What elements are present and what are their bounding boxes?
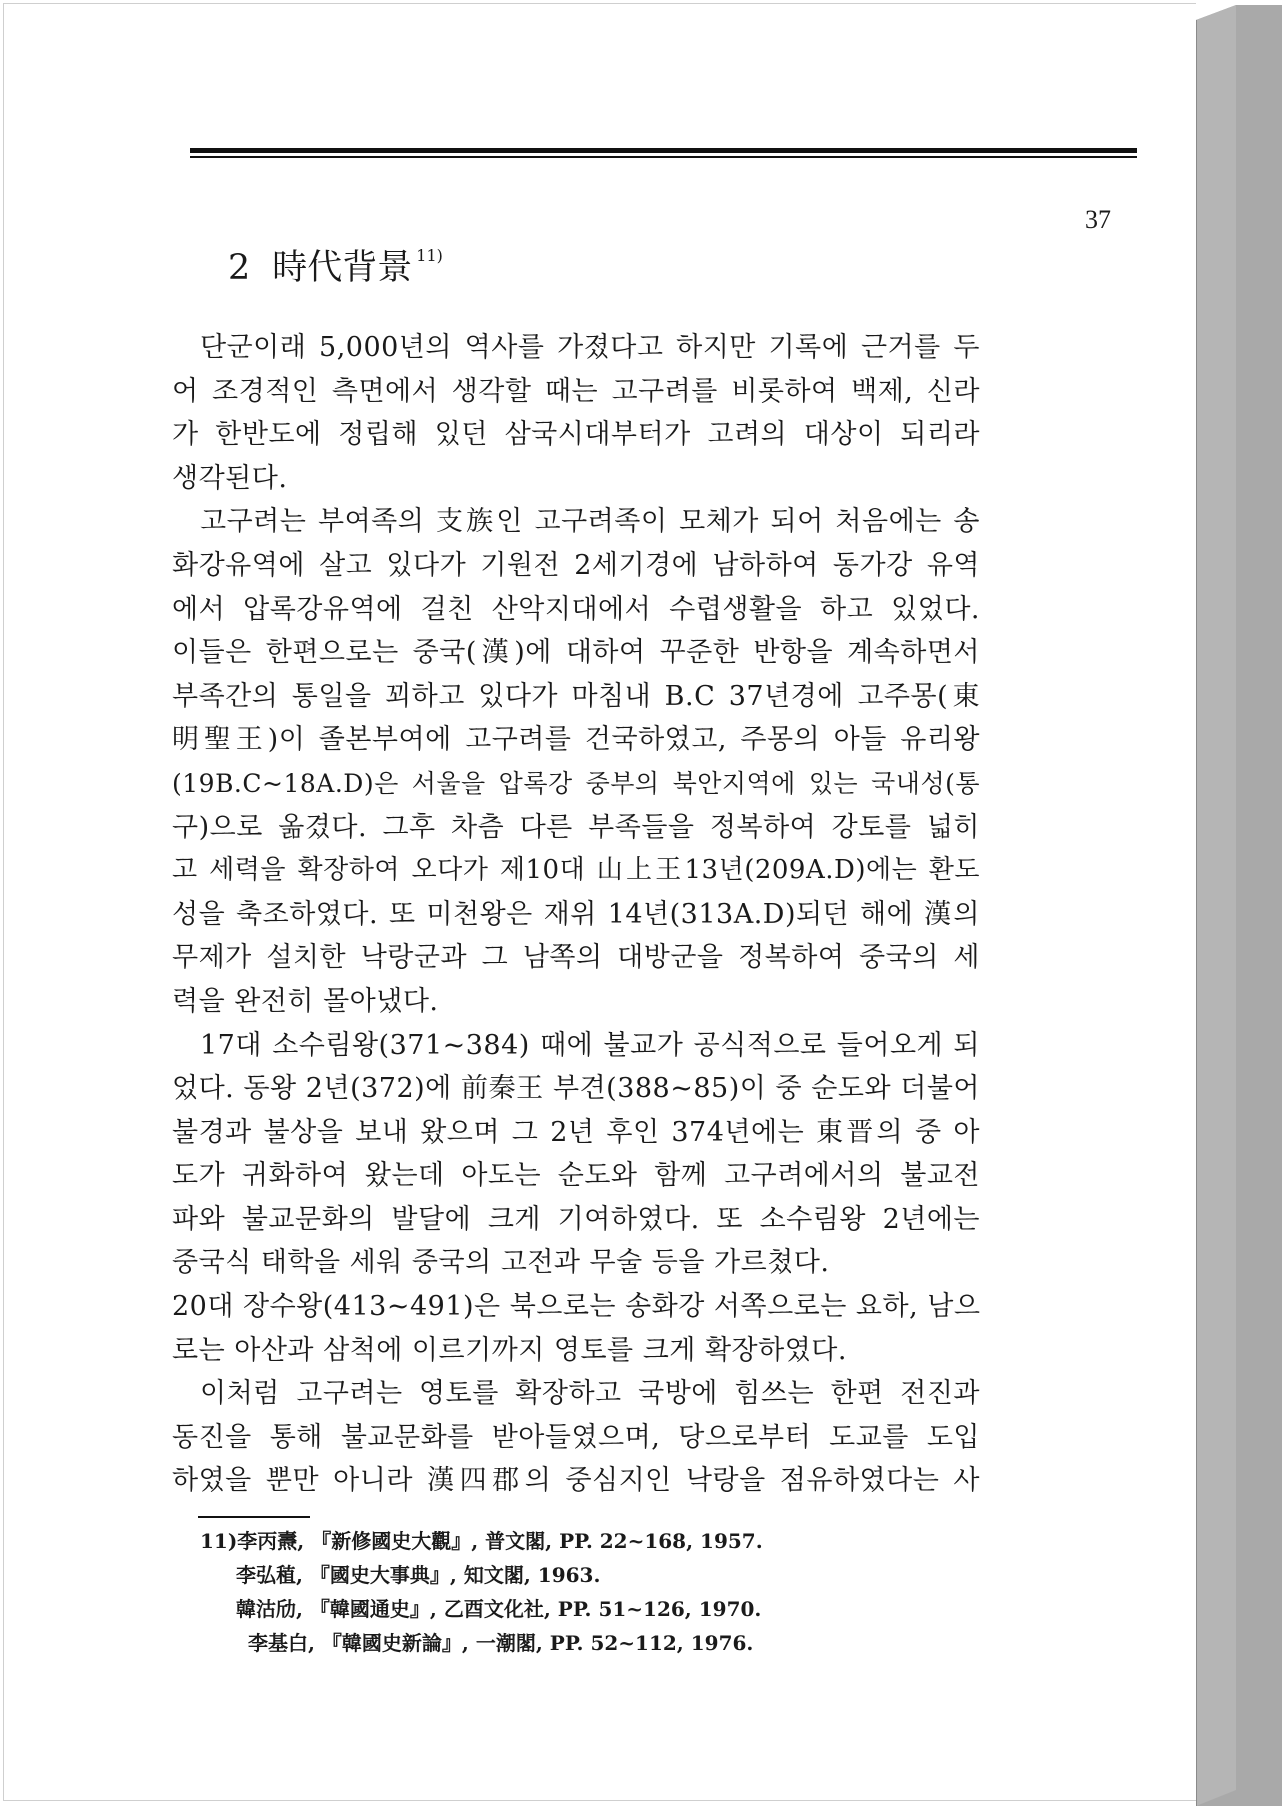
paragraph-line: 무제가 설치한 낙랑군과 그 남쪽의 대방군을 정복하여 중국의 세 [172,942,980,974]
paragraph-line: 이들은 한편으로는 중국(漢)에 대하여 꾸준한 반항을 계속하면서 [172,637,980,669]
footnote-ref: 11) [416,246,443,265]
paragraph-line: 파와 불교문화의 발달에 크게 기여하였다. 또 소수림왕 2년에는 [172,1203,980,1235]
paragraph-line: 단군이래 5,000년의 역사를 가졌다고 하지만 기록에 근거를 두 [200,332,980,363]
paragraph-line: 화강유역에 살고 있다가 기원전 2세기경에 남하하여 동가강 유역 [172,549,980,581]
paragraph-line: 었다. 동왕 2년(372)에 前秦王 부견(388~85)이 중 순도와 더불어 [172,1073,980,1105]
paragraph-line: 동진을 통해 불교문화를 받아들였으며, 당으로부터 도교를 도입 [172,1421,980,1453]
paragraph-line: 고 세력을 확장하여 오다가 제10대 山上王13년(209A.D)에는 환도 [172,855,980,886]
book-page-edge [1196,0,1282,1806]
section-number: 2 [228,248,251,288]
paragraph-line: 이처럼 고구려는 영토를 확장하고 국방에 힘쓰는 한편 전진과 [200,1378,980,1410]
paragraph-line: 력을 완전히 몰아냈다. [172,985,439,1017]
body-text [172,326,981,1503]
section-heading [228,240,443,290]
paragraph-line: (19B.C~18A.D)은 서울을 압록강 중부의 북안지역에 있는 국내성(통 [172,768,980,798]
paragraph-line: 하였을 뿐만 아니라 漢四郡의 중심지인 낙랑을 점유하였다는 사 [172,1465,980,1497]
header-double-rule [190,148,1137,159]
paragraph-line: 가 한반도에 정립해 있던 삼국시대부터가 고려의 대상이 되리라 [172,419,980,451]
paragraph-line: 부족간의 통일을 꾀하고 있다가 마침내 B.C 37년경에 고주몽(東 [172,680,980,712]
paragraph-line: 20대 장수왕(413~491)은 북으로는 송화강 서쪽으로는 요하, 남으 [172,1291,981,1323]
footnote-item: 李弘稙, 『國史大事典』, 知文閣, 1963. [236,1563,601,1587]
paragraph-line: 생각된다. [172,462,288,494]
footnote-item: 韓沽劤, 『韓國通史』, 乙酉文化社, PP. 51~126, 1970. [236,1597,762,1621]
footnotes [200,1524,763,1660]
paragraph-line: 17대 소수림왕(371~384) 때에 불교가 공식적으로 들어오게 되 [200,1029,980,1061]
paragraph-line: 어 조경적인 측면에서 생각할 때는 고구려를 비롯하여 백제, 신라 [172,375,980,407]
paragraph-line: 성을 축조하였다. 또 미천왕은 재위 14년(313A.D)되던 해에 漢의 [172,898,980,930]
paragraph-line: 로는 아산과 삼척에 이르기까지 영토를 크게 확장하였다. [172,1334,847,1366]
paragraph-line: 도가 귀화하여 왔는데 아도는 순도와 함께 고구려에서의 불교전 [172,1160,980,1192]
footnote-item: 11)李丙燾, 『新修國史大觀』, 普文閣, PP. 22~168, 1957. [200,1529,763,1553]
paragraph-line: 구)으로 옮겼다. 그후 차츰 다른 부족들을 정복하여 강토를 넓히 [172,811,980,843]
footnote-rule [198,1516,310,1518]
paragraph-line: 明聖王)이 졸본부여에 고구려를 건국하였고, 주몽의 아들 유리왕 [172,724,980,756]
paragraph-line: 고구려는 부여족의 支族인 고구려족이 모체가 되어 처음에는 송 [200,506,980,538]
paragraph-line: 불경과 불상을 보내 왔으며 그 2년 후인 374년에는 東晋의 중 아 [172,1116,980,1148]
paragraph-line: 에서 압록강유역에 걸친 산악지대에서 수렵생활을 하고 있었다. [172,593,980,625]
footnote-item: 李基白, 『韓國史新論』, 一潮閣, PP. 52~112, 1976. [248,1631,754,1655]
page-number: 37 [1085,205,1111,234]
section-title-text: 時代背景 [272,248,413,288]
paragraph-line: 중국식 태학을 세워 중국의 고전과 무술 등을 가르쳤다. [172,1247,830,1279]
